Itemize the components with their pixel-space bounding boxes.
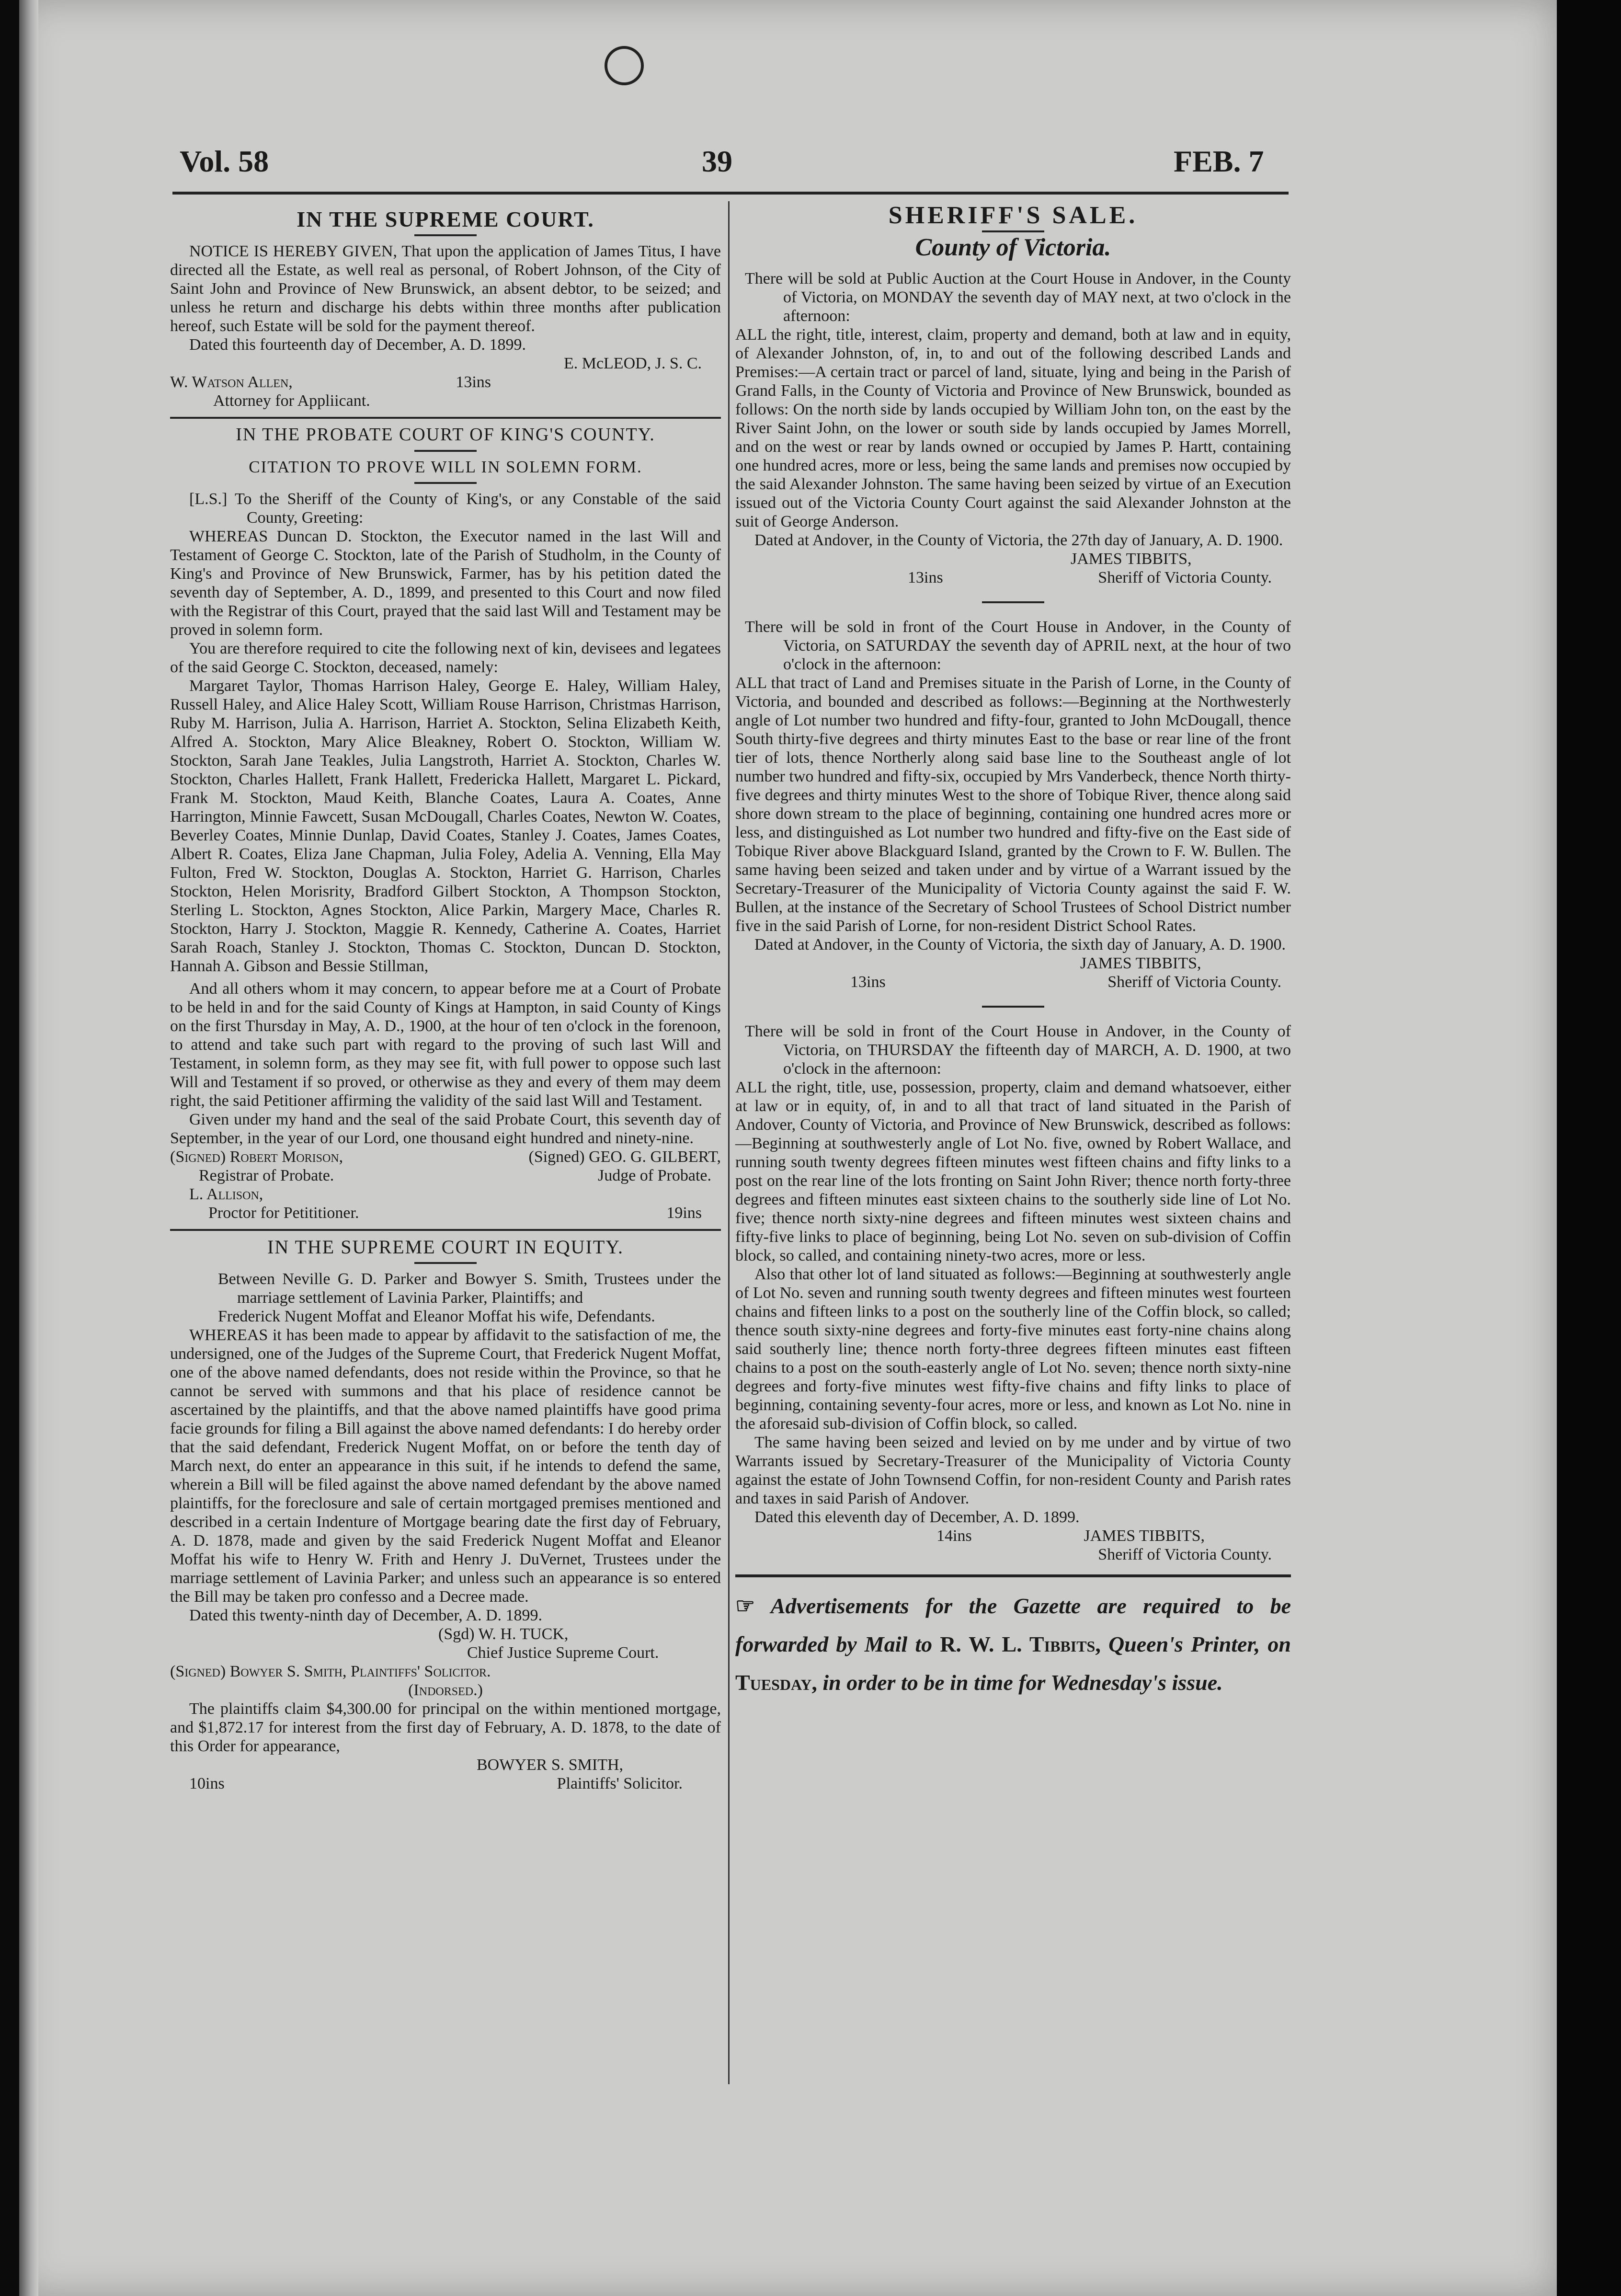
notice-line1: Advertisements for the Gazette are required to be forwarded by Mail to xyxy=(735,1594,1291,1656)
sale2-sheriff-role: Sheriff of Victoria County. xyxy=(1107,973,1281,991)
citation-whereas: WHEREAS Duncan D. Stockton, the Executor named in the last Will and Testament of George C. Stockton, late of the Parish of Studholm, in the County of King's and Province of New Brunswick, Farmer, has by his petition dated the seventh day of September, A. D., 1899, and presented to this Court and now filed with the Registrar of this Court, prayed that the said last Will and Testament may be proved in solemn form. xyxy=(170,528,721,639)
probate-court-title: IN THE PROBATE COURT OF KING'S COUNTY. xyxy=(236,425,655,445)
equity-dated: Dated this twenty-ninth day of December, A. D. 1899. xyxy=(189,1607,543,1624)
proctor-row xyxy=(170,1204,721,1222)
judge-signature: (Signed) GEO. G. GILBERT, xyxy=(528,1148,721,1166)
title-rule xyxy=(982,230,1044,232)
left-column xyxy=(170,201,721,1793)
insertion-count: 13ins xyxy=(456,373,491,391)
section-rule xyxy=(170,1229,721,1231)
sale1-intro: There will be sold at Public Auction at the Court House in Andover, in the County of Victoria, on MONDAY the seventh day of MAY next, at two o'clock in the afternoon: xyxy=(745,270,1291,325)
probate-signatures xyxy=(170,1148,721,1166)
sale3-sheriff-name: JAMES TIBBITS, xyxy=(1084,1527,1205,1545)
citation-address: [L.S.] To the Sheriff of the County of King's, or any Constable of the said County, Greeting: xyxy=(189,490,721,527)
notice-line2: Queen's Printer, on xyxy=(1108,1632,1291,1656)
sale1-sheriff-name: JAMES TIBBITS, xyxy=(1071,550,1192,568)
title-rule xyxy=(414,482,477,484)
citation-given: Given under my hand and the seal of the said Probate Court, this seventh day of September, in the year of our Lord, one thousand eight hundred and ninety-nine. xyxy=(170,1111,721,1147)
chief-justice-role: Chief Justice Supreme Court. xyxy=(467,1644,659,1662)
plaintiffs-claim: The plaintiffs claim $4,300.00 for principal on the within mentioned mortgage, and $1,872.17 for interest from the first day of February, A. D. 1878, to the date of this Order for appearance, xyxy=(170,1700,721,1755)
page-number: 39 xyxy=(702,144,732,178)
volume-label: Vol. 58 xyxy=(180,144,269,178)
sale2-intro: There will be sold in front of the Court House in Andover, in the County of Victoria, on SATURDAY the seventh day of APRIL next, at the hour of two o'clock in the afternoon: xyxy=(745,618,1291,673)
supreme-court-notice: NOTICE IS HEREBY GIVEN, That upon the application of James Titus, I have directed all the Estate, as well real as personal, of Robert Johnson, of the City of Saint John and Province of New Brunswick, an absent debtor, to be seized; and unless he return and discharge his debts within three months after publication hereof, such Estate will be sold for the payment thereof. xyxy=(170,242,721,335)
insertion-count: 19ins xyxy=(666,1204,702,1222)
section-rule xyxy=(170,417,721,419)
page-fold-shadow xyxy=(19,0,38,2296)
solicitor-name: BOWYER S. SMITH, xyxy=(477,1756,624,1774)
header-rule xyxy=(172,192,1289,195)
solicitor-row xyxy=(170,1774,721,1793)
sale1-sheriff-row xyxy=(735,568,1291,587)
equity-order: WHEREAS it has been made to appear by affidavit to the satisfaction of me, the undersigned, one of the Judges of the Supreme Court, that Frederick Nugent Moffat, one of the above named defendants, does not reside within the Province, so that he cannot be served with summons and that his place of residence cannot be ascertained by the plaintiffs, and that the above named plaintiffs have good prima facie grounds for filing a Bill against the above named defendants: I do hereby order that the said defendant, Frederick Nugent Moffat, on or before the tenth day of March next, do enter an appearance in this suit, if he intends to defend the same, wherein a Bill will be filed against the above named defendant by the above named plaintiffs, for the foreclosure and sale of certain mortgaged premises mentioned and described in a certain Indenture of Mortgage bearing date the first day of February, A. D. 1878, made and given by the said Frederick Nugent Moffat and Eleanor Moffat his wife to Henry W. Frith and Henry J. DuVernet, Trustees under the marriage settlement of Lavinia Parker; and unless such an appearance is so entered the Bill may be taken pro confesso and a Decree made. xyxy=(170,1326,721,1606)
sale1-description: ALL the right, title, interest, claim, property and demand, both at law and in equity, of Alexander Johnston, of, in, to and out of the following described Lands and Premises:—A certain tract or parcel of land, situate, lying and being in the Parish of Grand Falls, in the County of Victoria and Province of New Brunswick, bounded as follows: On the north side by lands occupied by William John ton, on the east by the River Saint John, on the lower or south side by lands occupied by James Morrell, and on the west or rear by lands owned or occupied by James P. Hartt, containing one hundred acres, more or less, being the same lands and premises now occupied by the said Alexander Johnston. The same having been seized by virtue of an Execution issued out of the Victoria County Court against the said Alexander Johnston at the suit of George Anderson. xyxy=(735,326,1291,530)
sale2-description: ALL that tract of Land and Premises situate in the Parish of Lorne, in the County of Victoria, and bounded and described as follows:—Beginning at the Northwesterly angle of Lot number two hundred and fifty-four, granted to John McDougall, thence South thirty-five degrees and thirty minutes East to the base or rear line of the front tier of lots, thence Northerly along said base line to the Southeast angle of lot number two hundred and fifty-six, occupied by Mrs Vanderbeck, thence North thirty-five degrees and thirty minutes West to the shore of Tobique River, thence along said shore down stream to the place of beginning, containing one hundred acres more or less, and distinguished as Lot number two hundred and fifty-five on the East side of Tobique River above Blackguard Island, granted by the Crown to F. W. Bullen. The same having been seized and taken under and by virtue of a Warrant issued by the Secretary-Treasurer of the Municipality of Victoria County against the said F. W. Bullen, at the instance of the Secretary of School Trustees of School District number five in the said Parish of Lorne, for non-resident District School Rates. xyxy=(735,674,1291,935)
county-heading: County of Victoria. xyxy=(915,234,1111,261)
notice-line3: in order to be in time for Wednesday's issue. xyxy=(822,1670,1223,1695)
chief-justice-signature: (Sgd) W. H. TUCK, xyxy=(438,1625,569,1643)
citation-required: You are therefore required to cite the following next of kin, devisees and legatees of the said George C. Stockton, deceased, namely: xyxy=(170,640,721,676)
attorney-name: W. Watson Allen, xyxy=(170,373,293,391)
right-column xyxy=(735,201,1291,1702)
section-rule xyxy=(982,1006,1044,1008)
sale2-sheriff-row xyxy=(735,973,1291,991)
equity-plaintiffs: Between Neville G. D. Parker and Bowyer S. Smith, Trustees under the marriage settlement of Lavinia Parker, Plaintiffs; and xyxy=(218,1270,721,1307)
punch-hole xyxy=(605,46,644,85)
sale3-description: ALL the right, title, use, possession, property, claim and demand whatsoever, either at law or in equity, of, in and to all that tract of land situated in the Parish of Andover, County of Victoria, and Province of New Brunswick, described as follows:—Beginning at southwesterly angle of Lot No. five, owned by Robert Wallace, and running south twenty degrees fifteen minutes west fifteen chains and fifty links to a post on the rear line of the lots fronting on Saint John River; thence north forty-three degrees and fifteen minutes east sixteen chains to the southerly side line of Lot No. five; thence north sixty-nine degrees and fifteen minutes west sixteen chains and fifty-five links to place of beginning, being Lot No. seven on sub-division of Coffin block, so called, and containing ninety-two acres, more or less. xyxy=(735,1079,1291,1264)
supreme-court-title: IN THE SUPREME COURT. xyxy=(297,207,594,231)
sheriffs-sale-title: SHERIFF'S SALE. xyxy=(888,202,1138,229)
section-rule xyxy=(982,601,1044,603)
insertion-count: 10ins xyxy=(189,1775,225,1792)
sale3-sheriff-role: Sheriff of Victoria County. xyxy=(1098,1546,1272,1563)
sale1-dated: Dated at Andover, in the County of Victoria, the 27th day of January, A. D. 1900. xyxy=(754,531,1283,549)
pointing-hand-icon: ☞ xyxy=(735,1594,755,1618)
attorney-row xyxy=(170,373,721,391)
issue-date: FEB. 7 xyxy=(1174,144,1264,178)
solicitor-role: Plaintiffs' Solicitor. xyxy=(557,1775,683,1792)
judge-role: Judge of Probate. xyxy=(597,1167,711,1184)
sale2-dated: Dated at Andover, in the County of Victoria, the sixth day of January, A. D. 1900. xyxy=(754,936,1286,953)
registrar-signature: (Signed) Robert Morison, xyxy=(170,1148,343,1166)
deadline-day: Tuesday, xyxy=(735,1670,817,1695)
title-rule xyxy=(414,234,477,236)
registrar-role: Registrar of Probate. xyxy=(199,1167,334,1184)
insertion-count: 13ins xyxy=(908,569,943,586)
proctor-role: Proctor for Petititioner. xyxy=(208,1204,359,1222)
title-rule xyxy=(414,1262,477,1264)
equity-defendants: Frederick Nugent Moffat and Eleanor Moffat his wife, Defendants. xyxy=(218,1308,655,1325)
title-rule xyxy=(414,450,477,452)
supreme-court-dated: Dated this fourteenth day of December, A. D. 1899. xyxy=(189,336,526,354)
sale3-sheriff-row xyxy=(735,1527,1291,1545)
printer-name: R. W. L. Tibbits, xyxy=(940,1632,1101,1656)
sale3-seizure: The same having been seized and levied on by me under and by virtue of two Warrants issued by Secretary-Treasurer of the Municipality of Victoria County against the estate of John Townsend Coffin, for non-resident County and Parish rates and taxes in said Parish of Andover. xyxy=(735,1434,1291,1507)
insertion-count: 13ins xyxy=(850,973,886,991)
indorsed-label: (Indorsed.) xyxy=(408,1681,483,1699)
sale3-intro: There will be sold in front of the Court House in Andover, in the County of Victoria, on THURSDAY the fifteenth day of MARCH, A. D. 1900, at two o'clock in the afternoon: xyxy=(745,1022,1291,1078)
notice-rule xyxy=(735,1574,1291,1577)
attorney-role: Attorney for Appliicant. xyxy=(213,392,370,410)
sale1-sheriff-role: Sheriff of Victoria County. xyxy=(1098,569,1272,586)
sale3-dated: Dated this eleventh day of December, A. D. 1899. xyxy=(754,1508,1080,1526)
equity-court-title: IN THE SUPREME COURT IN EQUITY. xyxy=(267,1236,624,1258)
proctor-name: L. Allison, xyxy=(189,1185,263,1203)
probate-roles xyxy=(170,1166,721,1185)
sale3-second-lot: Also that other lot of land situated as follows:—Beginning at southwesterly angle of Lot No. seven and running south twenty degrees and fifteen minutes west fourteen chains and fifteen links to a post on the southerly line of the Coffin block, so called; thence south sixty-nine degrees and forty-five minutes east forty-nine chains along said southerly line; thence north forty-three degrees fifteen minutes east fifteen chains to a post on the south-easterly angle of Lot No. seven; thence north sixty-nine degrees and forty-five minutes west fifty-five chains and fifty links to place of beginning, containing seventy-four acres, more or less, and known as Lot No. nine in the aforesaid sub-division of Coffin block, so called. xyxy=(735,1265,1291,1433)
citation-subtitle: CITATION TO PROVE WILL IN SOLEMN FORM. xyxy=(249,458,642,476)
next-of-kin-list: Margaret Taylor, Thomas Harrison Haley, George E. Haley, William Haley, Russell Haley, and Alice Haley Scott, William Rouse Harrison, Christmas Harrison, Ruby M. Harrison, Julia A. Harrison, Harriet A. Stockton, Selina Elizabeth Keith, Alfred A. Stockton, Mary Alice Bleakney, Robert O. Stockton, William W. Stockton, Sarah Jane Teakles, Julia Langstroth, Harriet A. Stockton, Charles W. Stockton, Charles Hallett, Frank Hallett, Fredericka Hallett, Margaret L. Pickard, Frank M. Stockton, Maud Keith, Blanche Coates, Laura A. Coates, Anne Harrington, Minnie Fawcett, Susan McDougall, Charles Coates, Newton W. Coates, Beverley Coates, Minnie Dunlap, David Coates, Stanley J. Coates, James Coates, Albert R. Coates, Eliza Jane Chapman, Julia Foley, Adelia A. Venning, Ella May Fulton, Fred W. Stockton, Douglas A. Stockton, Harriet G. Harrison, Charles Stockton, Helen Morisrity, Bradford Gilbert Stockton, A Thompson Stockton, Sterling L. Stockton, Agnes Stockton, Alice Parkin, Margery Mace, Charles R. Stockton, Harry J. Stockton, Maggie R. Kennedy, Catherine A. Coates, Harriet Sarah Roach, Stanley J. Stockton, Thomas C. Stockton, Duncan D. Stockton, Hannah A. Gibson and Bessie Stillman, xyxy=(170,677,721,975)
insertion-count: 14ins xyxy=(936,1527,972,1545)
solicitor-signed: (Signed) Bowyer S. Smith, Plaintiffs' Solicitor. xyxy=(170,1663,491,1680)
page-edge-background xyxy=(1557,0,1621,2296)
sale2-sheriff-name: JAMES TIBBITS, xyxy=(1080,954,1201,972)
column-divider xyxy=(728,201,730,2084)
citation-appear: And all others whom it may concern, to appear before me at a Court of Probate to be held in and for the said County of Kings at Hampton, in said County of Kings on the first Thursday in May, A. D., 1900, at the hour of ten o'clock in the forenoon, to attend and take such part with regard to the proving of such last Will and Testament, in solemn form, as they may see fit, with full power to oppose such last Will and Testament if so proved, or otherwise as they and every of them may deem right, the said Petitioner affirming the validity of the said last Will and Testament. xyxy=(170,980,721,1110)
gazette-notice xyxy=(735,1587,1291,1702)
supreme-court-judge: E. McLEOD, J. S. C. xyxy=(563,355,702,372)
